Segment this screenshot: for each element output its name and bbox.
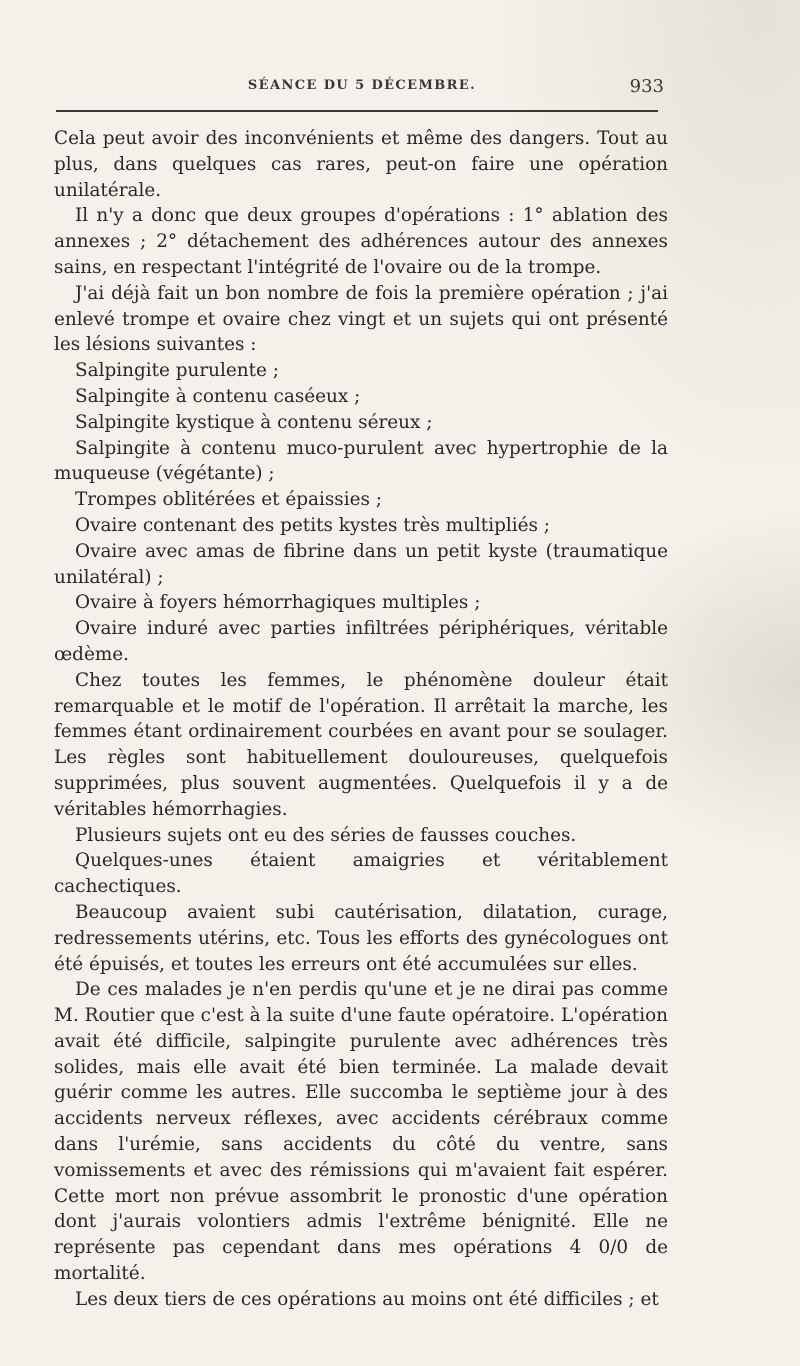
list-item: Trompes oblitérées et épaissies ; (75, 489, 382, 511)
paragraph: De ces malades je n'en perdis qu'une et je ne dirai pas comme M. Routier que c'est à la suite d'une faute opératoire. L'opération avait été difficile, salpingite purulente avec adhérences très solides, mais elle avait été bien terminée. La malade devait guérir comme les autres. Elle succomba le septième jour à des accidents nerveux réflexes, avec accidents cérébraux comme dans l'urémie, sans accidents du côté du ventre, sans vomissements et avec des rémissions qui m'avaient fait espérer. Cette mort non prévue assombrit le pronostic d'une opération dont j'aurais volontiers admis l'extrême bénignité. Elle ne représente pas cependant dans mes opérations 4 0/0 de mortalité. (54, 979, 668, 1285)
body-text (54, 126, 668, 1313)
page-number: 933 (629, 76, 664, 97)
paragraph: Les deux tiers de ces opérations au moins ont été difficiles ; et (75, 1288, 659, 1310)
list-item: Ovaire contenant des petits kystes très multipliés ; (75, 514, 550, 536)
list-item: Ovaire avec amas de fibrine dans un petit kyste (traumatique unilatéral) ; (54, 540, 668, 588)
paragraph: Cela peut avoir des inconvénients et même des dangers. Tout au plus, dans quelques cas rares, peut-on faire une opération unilatérale. (54, 128, 668, 201)
list-item: Salpingite à contenu muco-purulent avec hypertrophie de la muqueuse (végétante) ; (54, 437, 668, 485)
paragraph: Quelques-unes étaient amaigries et véritablement cachectiques. (54, 850, 668, 898)
header-rule (56, 110, 658, 112)
list-item: Salpingite à contenu caséeux ; (75, 385, 361, 407)
paragraph: Chez toutes les femmes, le phénomène douleur était remarquable et le motif de l'opération. Il arrêtait la marche, les femmes étant ordinairement courbées en avant pour se soulager. Les règles sont habituellement douloureuses, quelquefois supprimées, plus souvent augmentées. Quelquefois il y a de véritables hémorrhagies. (54, 669, 668, 820)
paragraph: Plusieurs sujets ont eu des séries de fausses couches. (75, 824, 577, 846)
list-item: Ovaire induré avec parties infiltrées périphériques, véritable œdème. (54, 618, 668, 665)
paragraph: J'ai déjà fait un bon nombre de fois la première opération ; j'ai enlevé trompe et ovaire chez vingt et un sujets qui ont présenté les lésions suivantes : (54, 282, 668, 356)
running-title: SÉANCE DU 5 DÉCEMBRE. (247, 78, 477, 93)
page-header (52, 78, 672, 98)
list-item: Salpingite purulente ; (75, 360, 279, 382)
paragraph: Beaucoup avaient subi cautérisation, dilatation, curage, redressements utérins, etc. Tous les efforts des gynécologues ont été épuisés, et toutes les erreurs ont été accumulées sur elles. (54, 901, 668, 975)
list-item: Salpingite kystique à contenu séreux ; (75, 411, 433, 433)
list-item: Ovaire à foyers hémorrhagiques multiples ; (75, 592, 481, 614)
paragraph: Il n'y a donc que deux groupes d'opérations : 1° ablation des annexes ; 2° détachement des adhérences autour des annexes sains, en respectant l'intégrité de l'ovaire ou de la trompe. (54, 205, 668, 278)
